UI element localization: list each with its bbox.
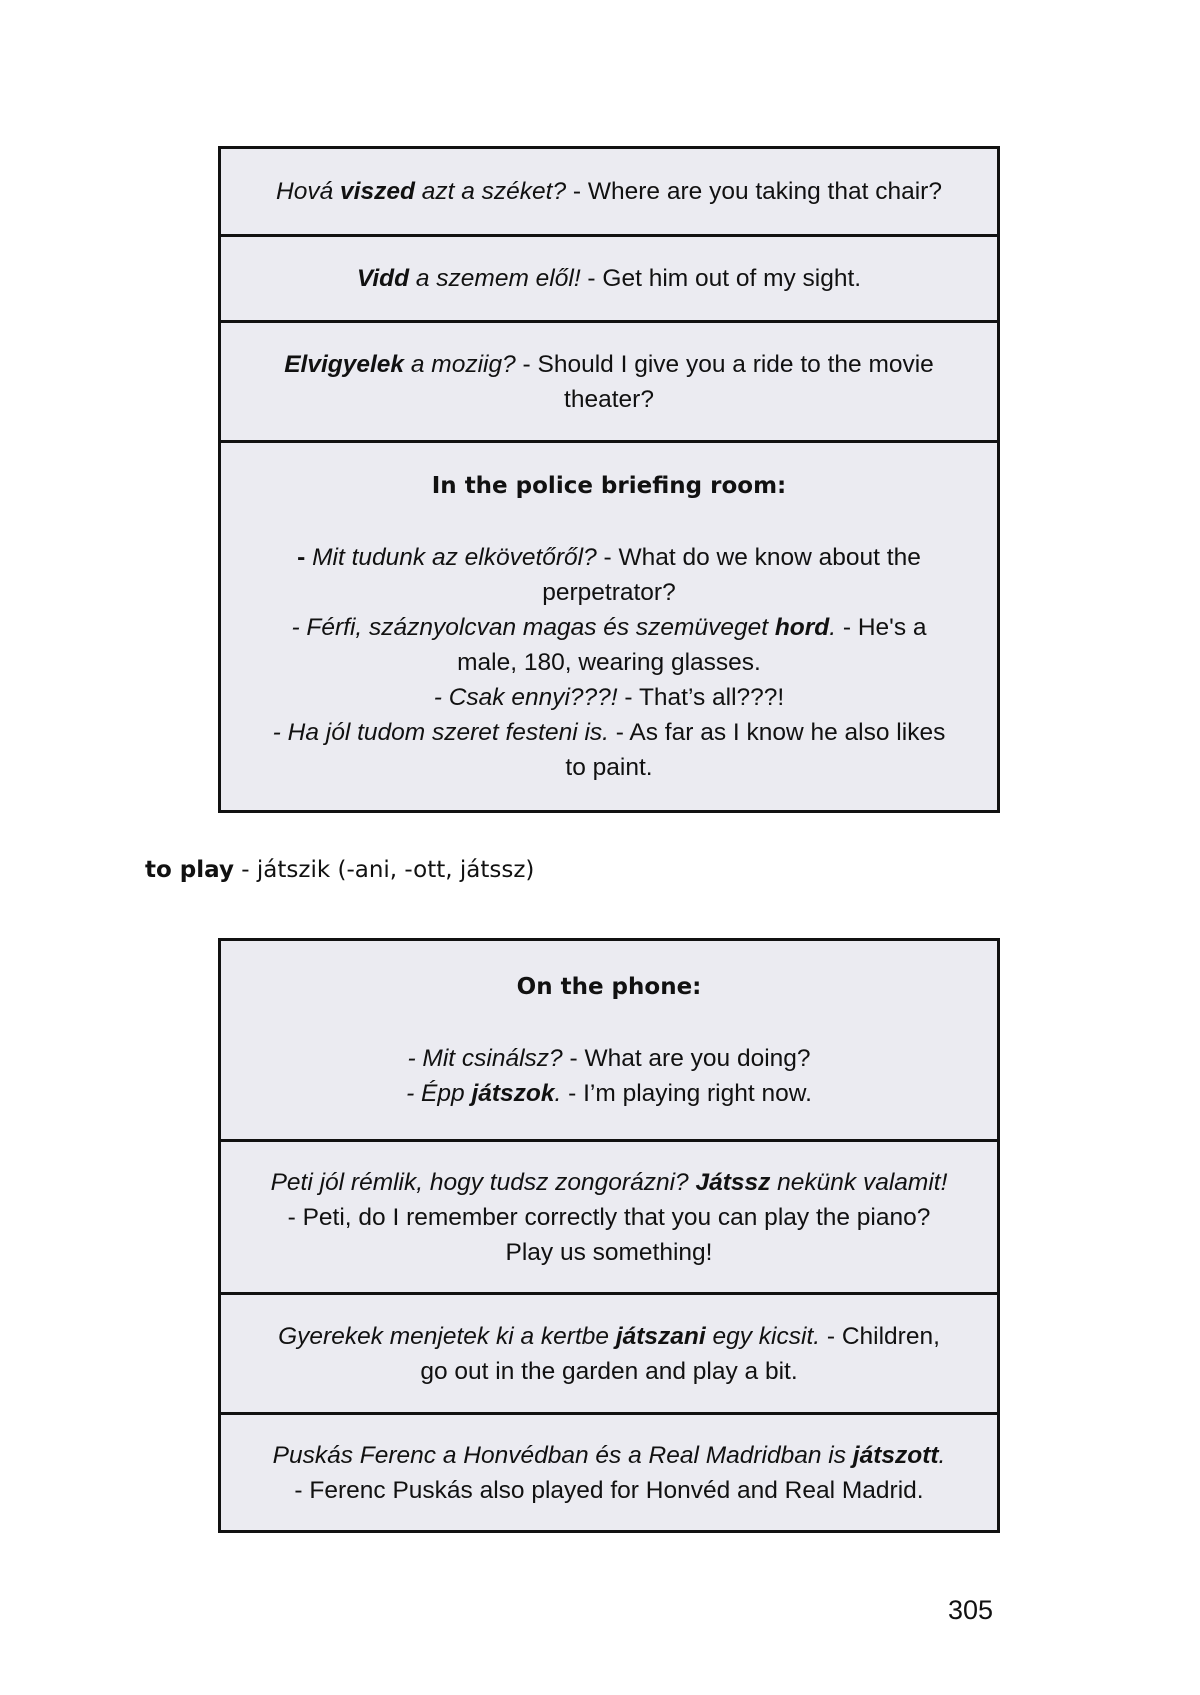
- dialogue-row: In the police briefing room: - Mit tudunk az elkövetőről? - What do we know about the perpetrator? - Férfi, száznyolcvan magas és szemüveget hord. - He's a male, 180, wearing glasses. - Csak ennyi???! - That’s all???! - Ha jól tudom szeret festeni is. - As far as I know he also likes to paint.: [221, 440, 997, 810]
- dialogue-row: On the phone: - Mit csinálsz? - What are you doing? - Épp játszok. - I’m playing right now.: [221, 941, 997, 1139]
- example-row: Peti jól rémlik, hogy tudsz zongorázni? Játssz nekünk valamit! - Peti, do I remember correctly that you can play the piano? Play us something!: [221, 1139, 997, 1292]
- example-row: Elvigyelek a moziig? - Should I give you a ride to the movie theater?: [221, 320, 997, 440]
- example-row: Gyerekek menjetek ki a kertbe játszani egy kicsit. - Children, go out in the garden and play a bit.: [221, 1292, 997, 1412]
- example-table-1: [218, 146, 1000, 813]
- page-number: 305: [948, 1595, 994, 1625]
- dialogue-heading: In the police briefing room:: [431, 472, 787, 499]
- dialogue-heading: On the phone:: [516, 973, 702, 1000]
- vocabulary-entry: to play - játszik (-ani, -ott, játssz): [145, 857, 535, 883]
- example-table-2: [218, 938, 1000, 1533]
- example-row: Puskás Ferenc a Honvédban és a Real Madridban is játszott. - Ferenc Puskás also played for Honvéd and Real Madrid.: [221, 1412, 997, 1530]
- example-row: Vidd a szemem elől! - Get him out of my sight.: [221, 234, 997, 320]
- example-row: Hová viszed azt a széket? - Where are you taking that chair?: [276, 178, 942, 205]
